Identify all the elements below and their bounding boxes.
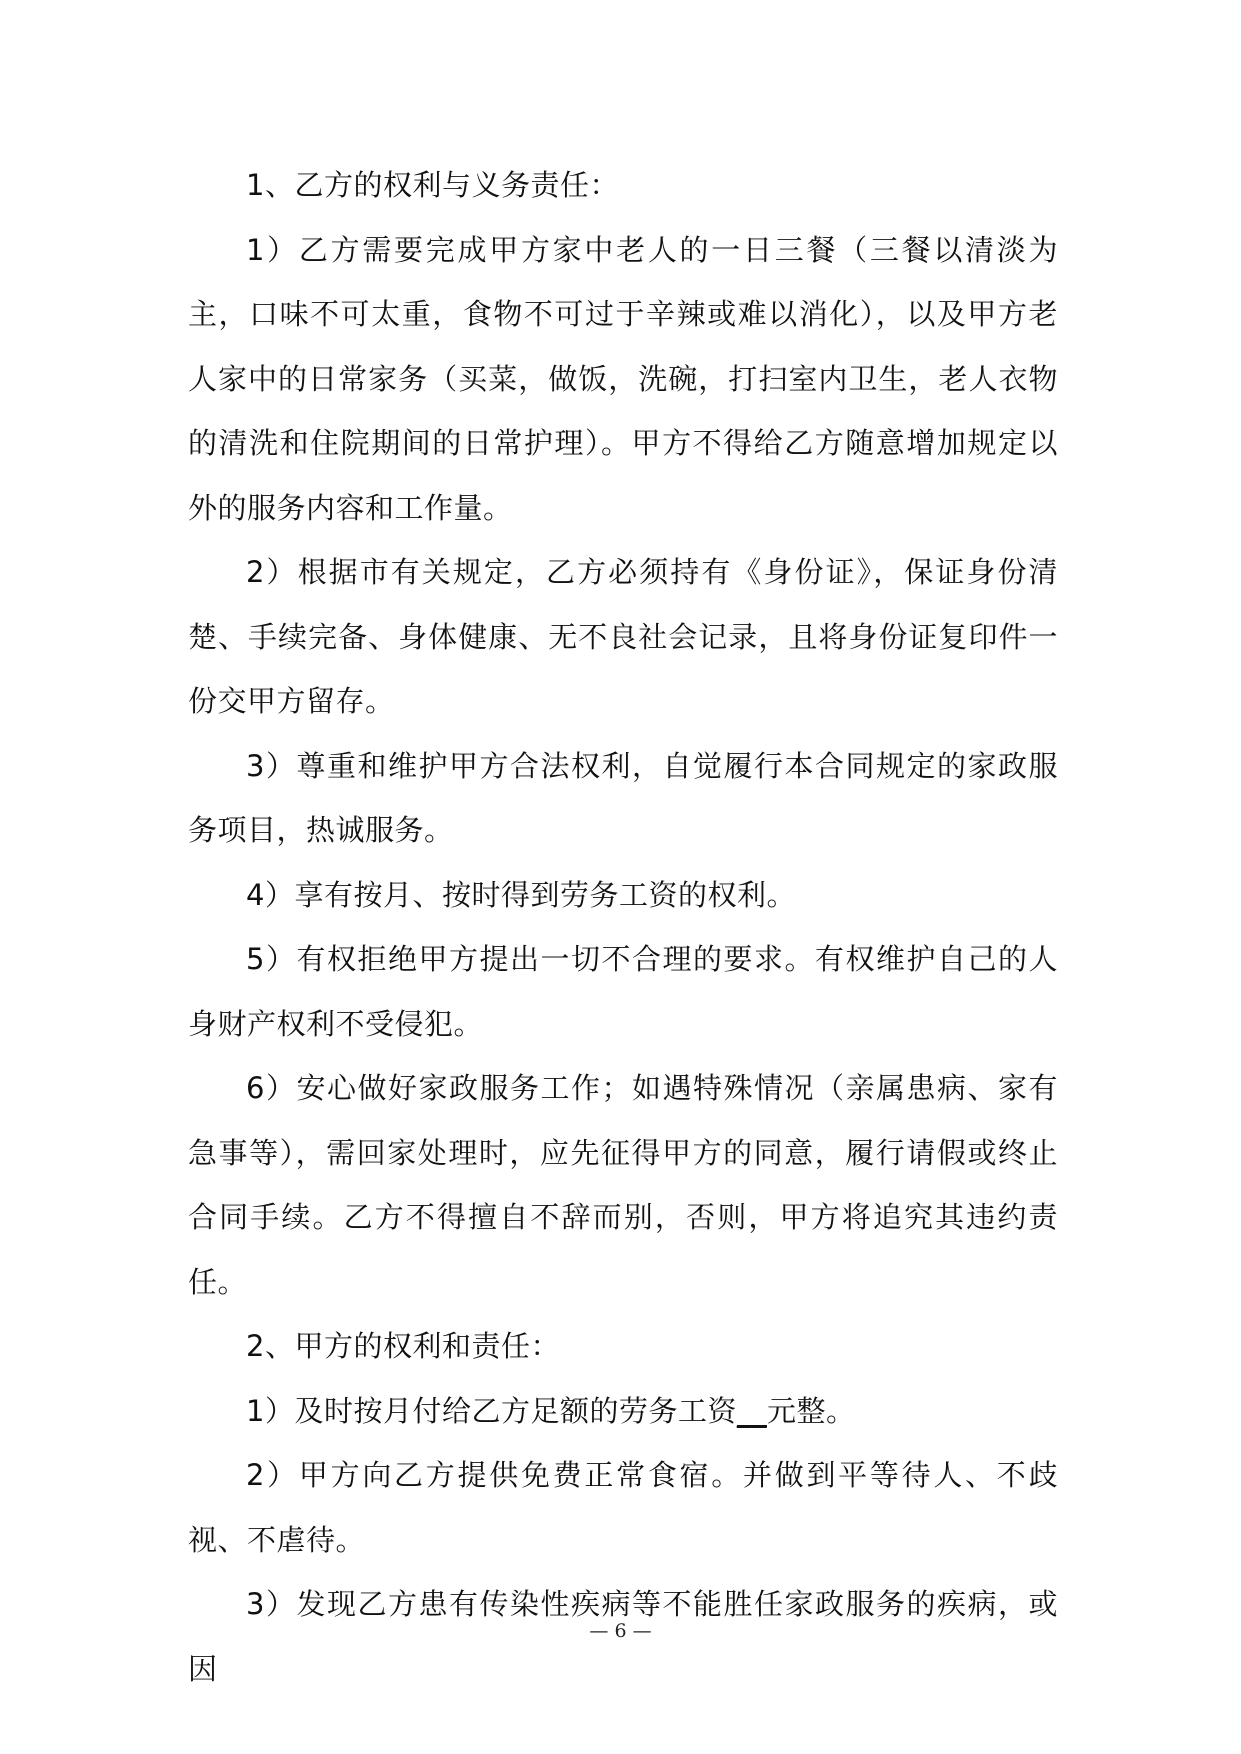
wage-clause-text: 1）及时按月付给乙方足额的劳务工资 — [246, 1393, 737, 1428]
clause-b3-respect-rights: 3）尊重和维护甲方合法权利，自觉履行本合同规定的家政服务项目，热诚服务。 — [188, 748, 1058, 847]
document-body — [188, 153, 1058, 1701]
clause-b4-wages: 4）享有按月、按时得到劳务工资的权利。 — [246, 877, 796, 912]
clause-b2-id-card: 2）根据市有关规定，乙方必须持有《身份证》，保证身份清楚、手续完备、身体健康、无不良社会记录，且将身份证复印件一份交甲方留存。 — [188, 555, 1058, 718]
clause-b5-refuse-requests: 5）有权拒绝甲方提出一切不合理的要求。有权维护自己的人身财产权利不受侵犯。 — [188, 942, 1058, 1041]
clause-a1-pay-wages — [188, 1379, 1058, 1444]
page-number: — 6 — — [589, 1620, 652, 1642]
clause-b1-meals-housework: 1）乙方需要完成甲方家中老人的一日三餐（三餐以清淡为主，口味不可太重，食物不可过于辛辣或难以消化），以及甲方老人家中的日常家务（买菜，做饭，洗碗，打扫室内卫生，老人衣物的清洗和住院期间的日常护理）。甲方不得给乙方随意增加规定以外的服务内容和工作量。 — [188, 232, 1058, 525]
clause-a2-board-lodging: 2）甲方向乙方提供免费正常食宿。并做到平等待人、不歧视、不虐待。 — [188, 1458, 1058, 1557]
wage-clause-suffix: 元整。 — [766, 1393, 856, 1428]
section-heading-party-a: 2、甲方的权利和责任： — [246, 1329, 560, 1363]
section-heading-party-b: 1、乙方的权利与义务责任： — [246, 168, 619, 202]
clause-a3-disease: 3）发现乙方患有传染性疾病等不能胜任家政服务的疾病，或因 — [188, 1587, 1058, 1686]
clause-b6-leave: 6）安心做好家政服务工作；如遇特殊情况（亲属患病、家有急事等），需回家处理时，应先征得甲方的同意，履行请假或终止合同手续。乙方不得擅自不辞而别，否则，甲方将追究其违约责任。 — [188, 1071, 1058, 1299]
wage-amount-blank: __ — [736, 1393, 767, 1428]
